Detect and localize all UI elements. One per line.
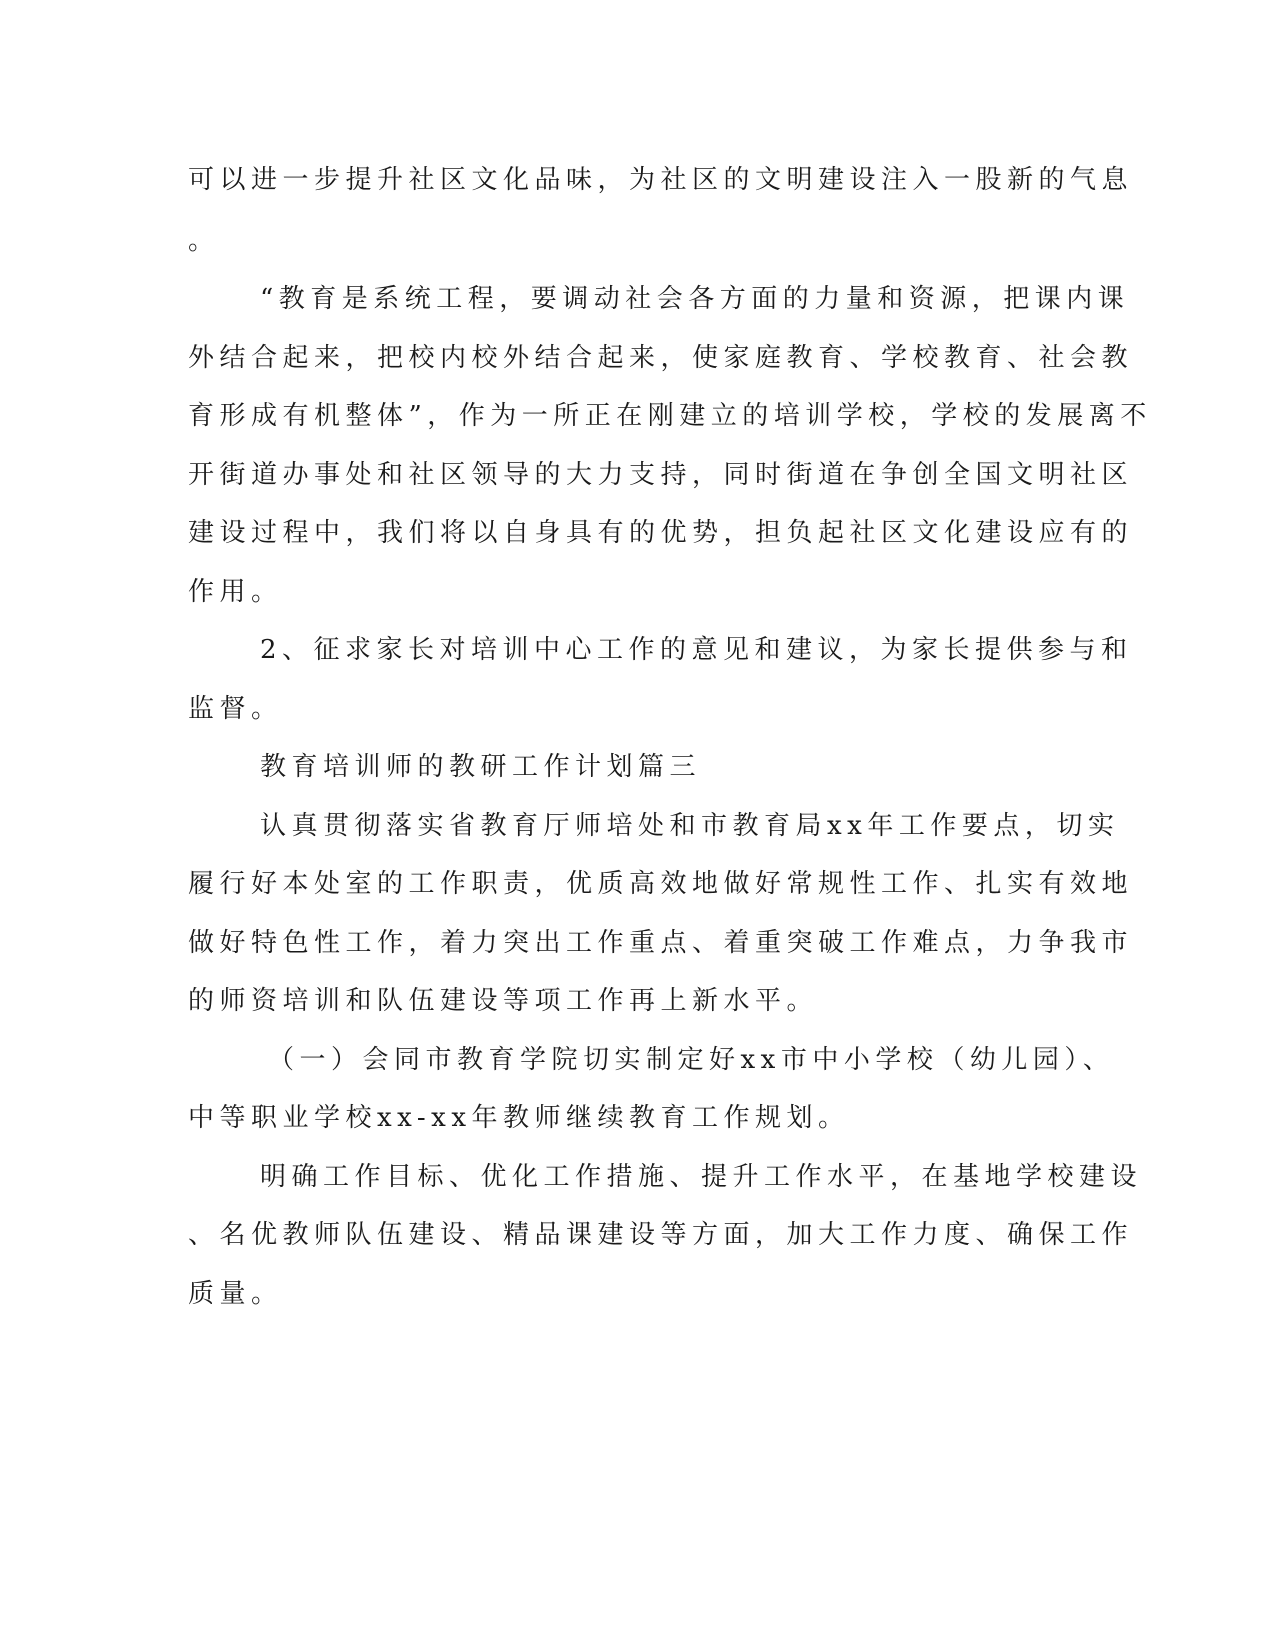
text-line: 可以进一步提升社区文化品味，为社区的文明建设注入一股新的气息 — [188, 165, 1134, 195]
text-line: 明确工作目标、优化工作措施、提升工作水平，在基地学校建设 — [260, 1162, 1143, 1192]
text-line: 履行好本处室的工作职责，优质高效地做好常规性工作、扎实有效地 — [188, 869, 1134, 899]
text-line: 作用。 — [188, 577, 283, 607]
text-line: 中等职业学校xx-xx年教师继续教育工作规划。 — [188, 1103, 850, 1133]
text-line: 质量。 — [188, 1279, 283, 1309]
text-line: 做好特色性工作，着力突出工作重点、着重突破工作难点，力争我市 — [188, 928, 1134, 958]
text-line: 育形成有机整体”，作为一所正在刚建立的培训学校，学校的发展离不 — [188, 401, 1152, 431]
text-line: 的师资培训和队伍建设等项工作再上新水平。 — [188, 986, 819, 1016]
text-line: 建设过程中，我们将以自身具有的优势，担负起社区文化建设应有的 — [188, 518, 1134, 548]
text-line: 2、征求家长对培训中心工作的意见和建议，为家长提供参与和 — [260, 635, 1133, 665]
text-line: 开街道办事处和社区领导的大力支持，同时街道在争创全国文明社区 — [188, 460, 1134, 490]
text-line: 。 — [188, 226, 220, 256]
text-line: “教育是系统工程，要调动社会各方面的力量和资源，把课内课 — [260, 284, 1130, 314]
text-line: 认真贯彻落实省教育厅师培处和市教育局xx年工作要点，切实 — [260, 811, 1120, 841]
text-line: 监督。 — [188, 694, 283, 724]
text-line: 、名优教师队伍建设、精品课建设等方面，加大工作力度、确保工作 — [188, 1220, 1134, 1250]
section-heading: 教育培训师的教研工作计划篇三 — [260, 752, 702, 782]
text-line: 外结合起来，把校内校外结合起来，使家庭教育、学校教育、社会教 — [188, 343, 1134, 373]
text-line: （一）会同市教育学院切实制定好xx市中小学校（幼儿园）、 — [268, 1045, 1115, 1075]
